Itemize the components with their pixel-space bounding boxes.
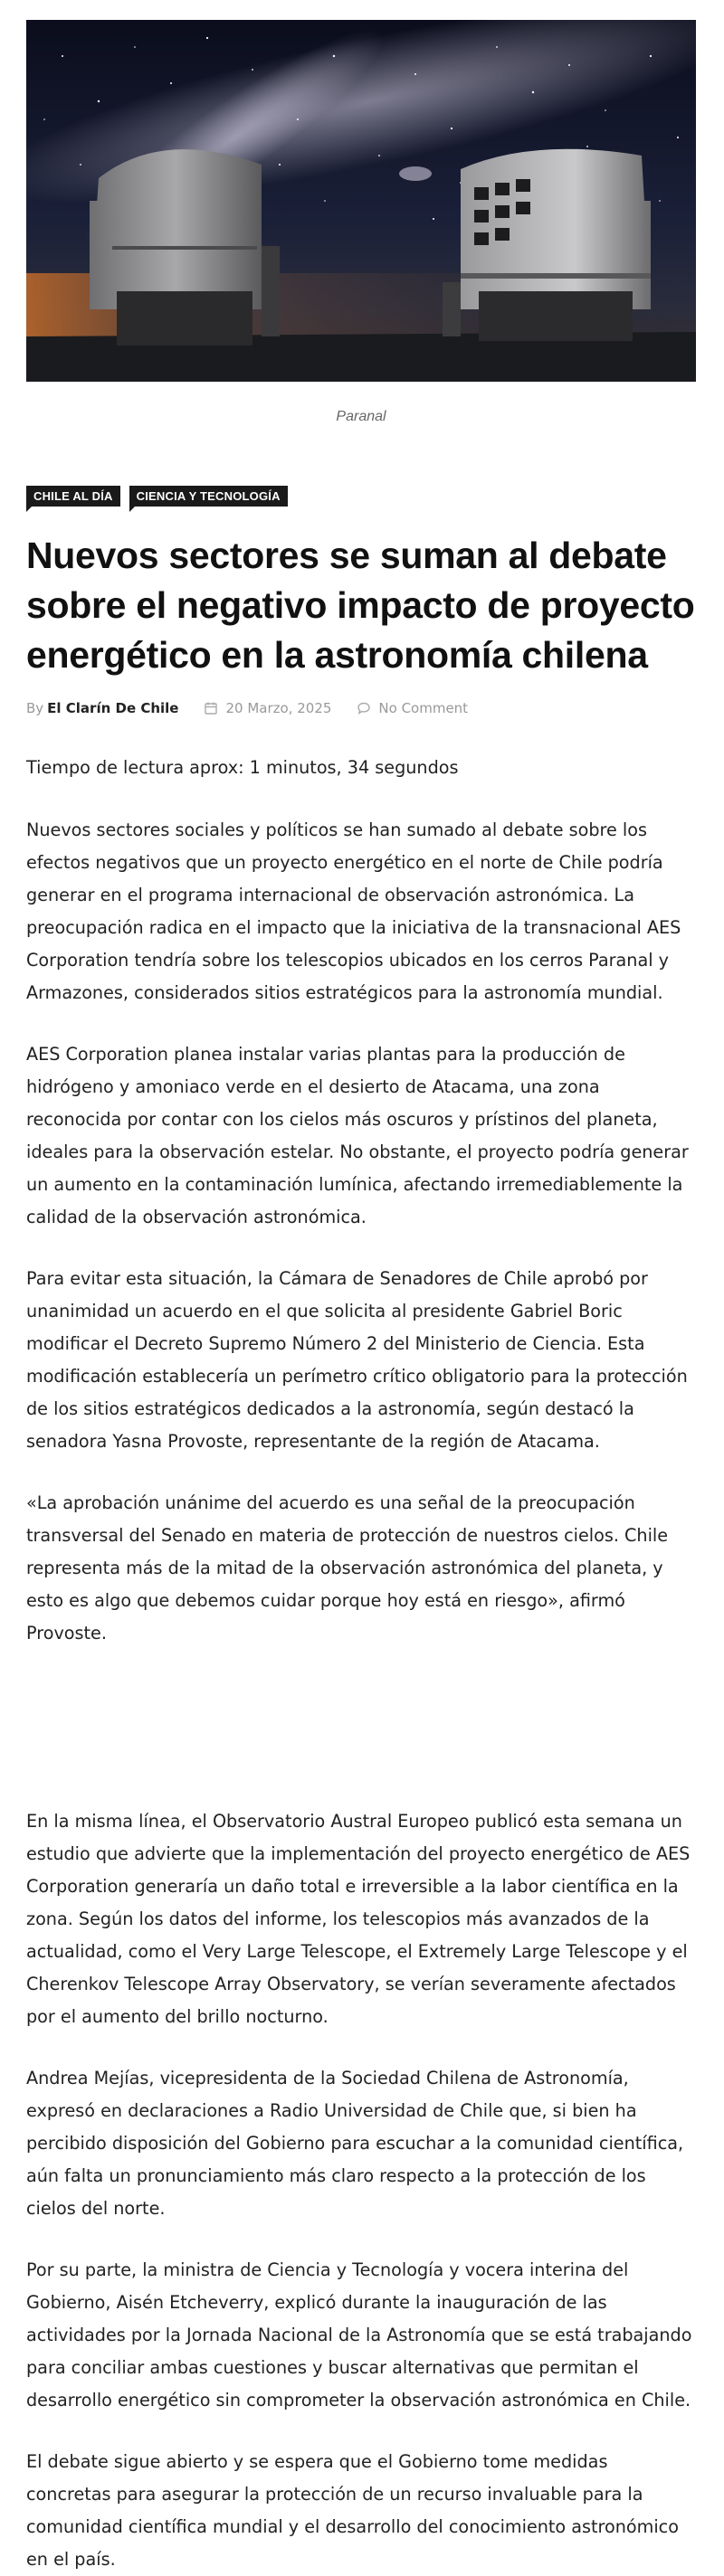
- category-tag-chile-al-dia[interactable]: CHILE AL DÍA: [26, 486, 120, 507]
- paragraph: Para evitar esta situación, la Cámara de Senadores de Chile aprobó por unanimidad un acuerdo en el que solicita al presidente Gabriel Boric modificar el Decreto Supremo Número 2 del Ministerio de Ciencia. Esta modificación establecería un perímetro crítico obligatorio para la protección de los sitios estratégicos dedicados a la astronomía, según destacó la senadora Yasna Provoste, representante de la región de Atacama.: [26, 1268, 688, 1452]
- comments-link[interactable]: No Comment: [378, 700, 469, 716]
- article: [26, 20, 696, 2576]
- article-meta: [26, 698, 696, 718]
- article-title: Nuevos sectores se suman al debate sobre el negativo impacto de proyecto energético en la astronomía chilena: [26, 535, 695, 676]
- paragraph: Nuevos sectores sociales y políticos se han sumado al debate sobre los efectos negativos que un proyecto energético en el norte de Chile podría generar en el programa internacional de observación astronómica. La preocupación radica en el impacto que la iniciativa de la transnacional AES Corporation tendría sobre los telescopios ubicados en los cerros Paranal y Armazones, considerados sitios estratégicos para la astronomía mundial.: [26, 819, 681, 1003]
- ad-space: [26, 1650, 696, 1805]
- paragraph: «La aprobación unánime del acuerdo es una señal de la preocupación transversal del Senado en materia de protección de nuestros cielos. Chile representa más de la mitad de la observación astronómica del planeta, y esto es algo que debemos cuidar porque hoy está en riesgo», afirmó Provoste.: [26, 1492, 669, 1643]
- calendar-icon: [204, 701, 218, 715]
- author-link[interactable]: El Clarín De Chile: [47, 700, 179, 716]
- paragraph: AES Corporation planea instalar varias plantas para la producción de hidrógeno y amoniaco verde en el desierto de Atacama, una zona reconocida por contar con los cielos más oscuros y prístinos del planeta, ideales para la observación estelar. No obstante, el proyecto podría generar un aumento en la contaminación lumínica, afectando irremediablemente la calidad de la observación astronómica.: [26, 1044, 689, 1227]
- publish-date: 20 Marzo, 2025: [225, 700, 332, 716]
- byline-prefix: By: [26, 700, 44, 716]
- paragraph: En la misma línea, el Observatorio Austral Europeo publicó esta semana un estudio que advierte que la implementación del proyecto energético de AES Corporation generaría un daño total e irreversible a la labor científica en la zona. Según los datos del informe, los telescopios más avanzados de la actualidad, como el Very Large Telescope, el Extremely Large Telescope y el Cherenkov Telescope Array Observatory, se verían severamente afectados por el aumento del brillo nocturno.: [26, 1811, 691, 2027]
- paragraph: El debate sigue abierto y se espera que el Gobierno tome medidas concretas para asegurar la protección de un recurso invaluable para la comunidad científica mundial y el desarrollo del conocimiento astronómico en el país.: [26, 2451, 679, 2570]
- hero-image: [26, 20, 696, 382]
- comment-icon: [357, 701, 371, 715]
- paragraph: Andrea Mejías, vicepresidenta de la Sociedad Chilena de Astronomía, expresó en declaraciones a Radio Universidad de Chile que, si bien ha percibido disposición del Gobierno para escuchar a la comunidad científica, aún falta un pronunciamiento más claro respecto a la protección de los cielos del norte.: [26, 2068, 684, 2219]
- category-tag-ciencia-y-tecnologia[interactable]: CIENCIA Y TECNOLOGÍA: [129, 486, 288, 507]
- article-body: [26, 752, 696, 2576]
- reading-time: Tiempo de lectura aprox: 1 minutos, 34 segundos: [26, 757, 459, 778]
- paragraph: Por su parte, la ministra de Ciencia y Tecnología y vocera interina del Gobierno, Aisén Etcheverry, explicó durante la inauguración de las actividades por la Jornada Nacional de la Astronomía que se está trabajando para conciliar ambas cuestiones y buscar alternativas que permitan el desarrollo energético sin comprometer la observación astronómica en Chile.: [26, 2259, 692, 2410]
- category-tags: [26, 486, 696, 511]
- image-caption: Paranal: [336, 409, 386, 424]
